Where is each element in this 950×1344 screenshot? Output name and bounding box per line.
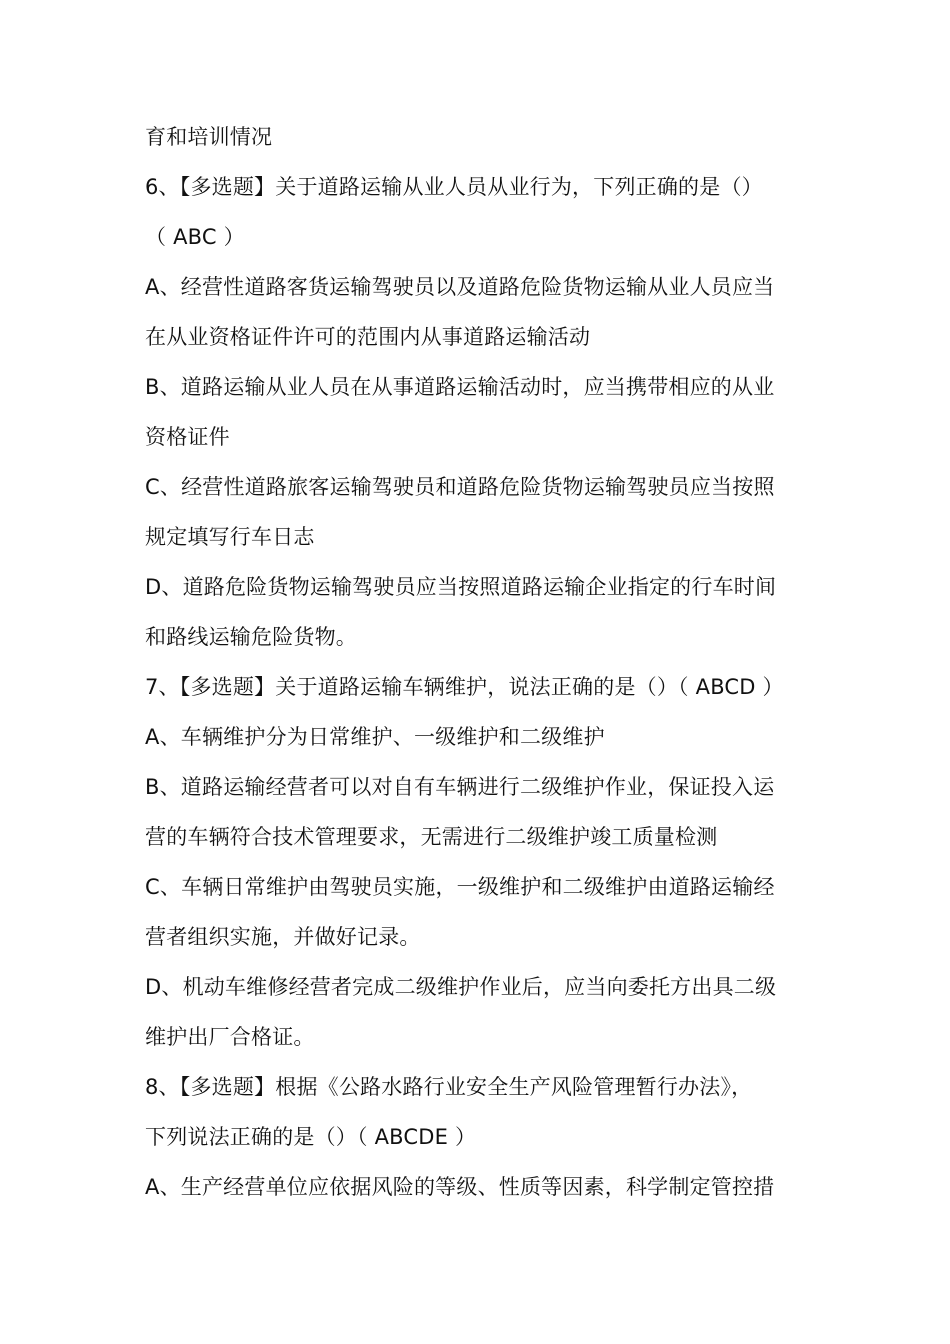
text-line: 在从业资格证件许可的范围内从事道路运输活动 xyxy=(145,325,591,349)
text-line: 营的车辆符合技术管理要求，无需进行二级维护竣工质量检测 xyxy=(145,825,718,849)
question-6-answer: （ ABC ） xyxy=(145,225,245,249)
text-line: 资格证件 xyxy=(145,425,230,449)
question-6-stem: 6、【多选题】关于道路运输从业人员从业行为，下列正确的是（） xyxy=(145,175,763,199)
text-line: 育和培训情况 xyxy=(145,125,273,149)
question-7-stem: 7、【多选题】关于道路运输车辆维护，说法正确的是（）（ ABCD ） xyxy=(145,675,784,699)
question-6-option-c: C、经营性道路旅客运输驾驶员和道路危险货物运输驾驶员应当按照 xyxy=(145,475,775,499)
question-7-option-b: B、道路运输经营者可以对自有车辆进行二级维护作业，保证投入运 xyxy=(145,775,775,799)
question-7-option-c: C、车辆日常维护由驾驶员实施，一级维护和二级维护由道路运输经 xyxy=(145,875,775,899)
document-body xyxy=(145,112,815,1212)
question-7-option-a: A、车辆维护分为日常维护、一级维护和二级维护 xyxy=(145,725,605,749)
text-line: 规定填写行车日志 xyxy=(145,525,315,549)
question-6-option-d: D、道路危险货物运输驾驶员应当按照道路运输企业指定的行车时间 xyxy=(145,575,777,599)
question-7-option-d: D、机动车维修经营者完成二级维护作业后，应当向委托方出具二级 xyxy=(145,975,777,999)
text-line: 营者组织实施，并做好记录。 xyxy=(145,925,421,949)
question-8-answer: 下列说法正确的是（）（ ABCDE ） xyxy=(145,1125,477,1149)
text-line: 维护出厂合格证。 xyxy=(145,1025,315,1049)
text-line: 和路线运输危险货物。 xyxy=(145,625,357,649)
question-8-option-a: A、生产经营单位应依据风险的等级、性质等因素，科学制定管控措 xyxy=(145,1175,775,1199)
question-8-stem: 8、【多选题】根据《公路水路行业安全生产风险管理暂行办法》， xyxy=(145,1075,753,1099)
question-6-option-a: A、经营性道路客货运输驾驶员以及道路危险货物运输从业人员应当 xyxy=(145,275,775,299)
question-6-option-b: B、道路运输从业人员在从事道路运输活动时，应当携带相应的从业 xyxy=(145,375,775,399)
